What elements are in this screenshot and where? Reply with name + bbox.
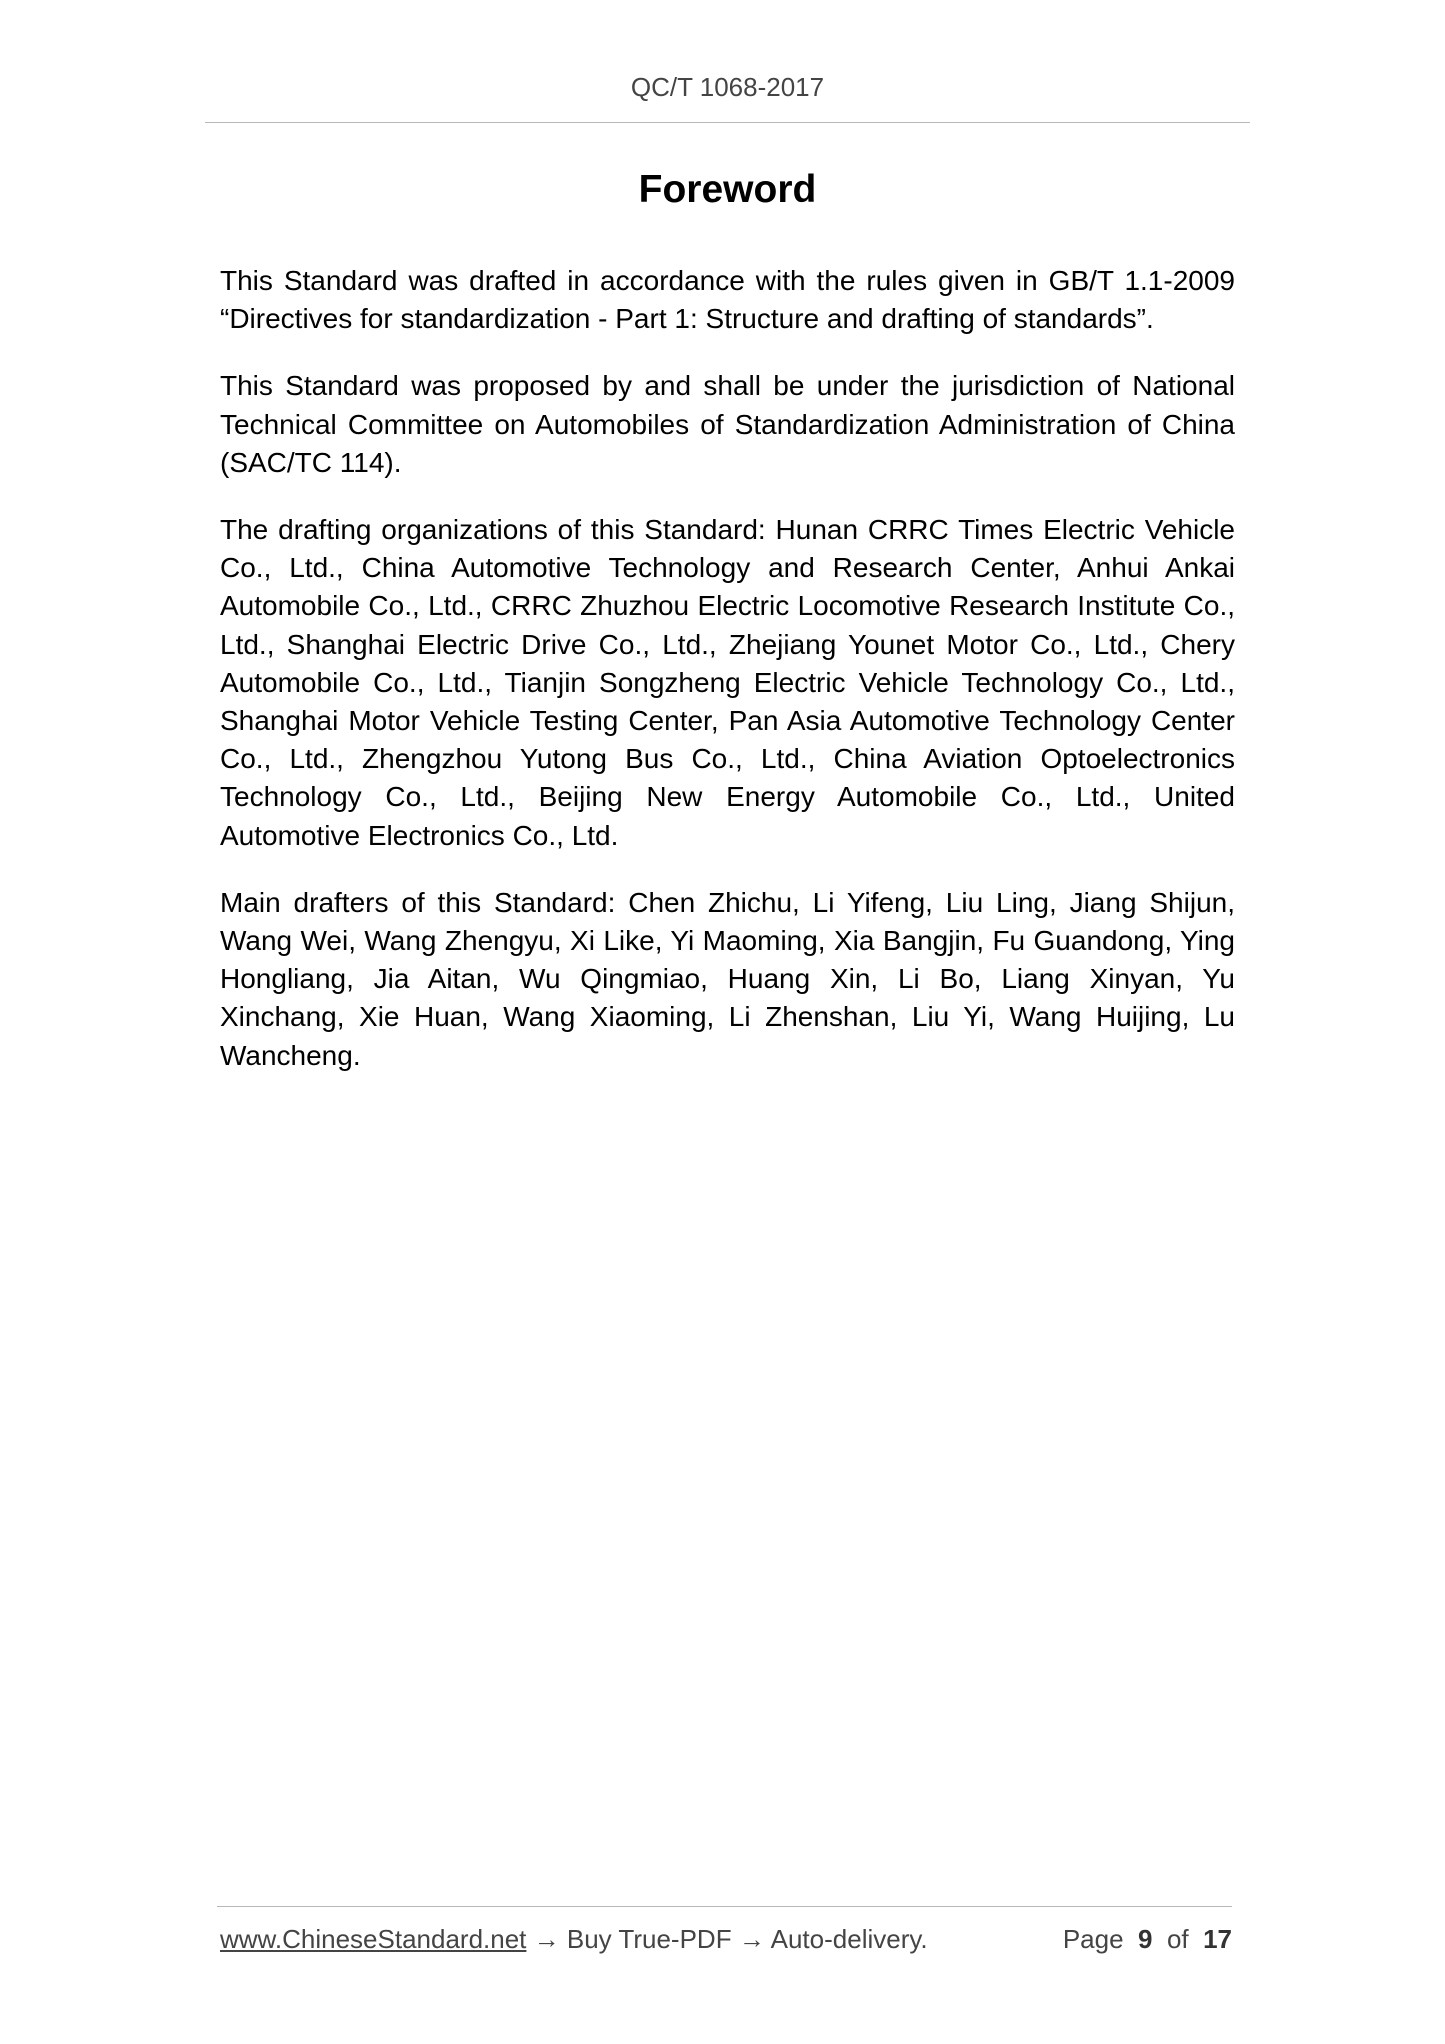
total-pages-number: 17	[1203, 1924, 1232, 1954]
arrow-right-icon: →	[533, 1924, 560, 1954]
page-indicator	[1063, 1924, 1232, 1955]
page-title: Foreword	[638, 168, 817, 211]
paragraph-main-drafters: Main drafters of this Standard: Chen Zhichu, Li Yifeng, Liu Ling, Jiang Shijun, Wang Wei, Wang Zhengyu, Xi Like, Yi Maoming, Xia Bangjin, Fu Guandong, Ying Hongliang, Jia Aitan, Wu Qingmiao, Huang Xin, Li Bo, Liang Xinyan, Yu Xinchang, Xie Huan, Wang Xiaoming, Li Zhenshan, Liu Yi, Wang Huijing, Lu Wancheng.	[220, 886, 1235, 1071]
document-id-header: QC/T 1068-2017	[630, 72, 825, 102]
header-divider	[205, 122, 1250, 123]
paragraph-drafting-organizations: The drafting organizations of this Standard: Hunan CRRC Times Electric Vehicle Co., Ltd., China Automotive Technology and Research Center, Anhui Ankai Automobile Co., Ltd., CRRC Zhuzhou Electric Locomotive Research Institute Co., Ltd., Shanghai Electric Drive Co., Ltd., Zhejiang Younet Motor Co., Ltd., Chery Automobile Co., Ltd., Tianjin Songzheng Electric Vehicle Technology Co., Ltd., Shanghai Motor Vehicle Testing Center, Pan Asia Automotive Technology Center Co., Ltd., Zhengzhou Yutong Bus Co., Ltd., China Aviation Optoelectronics Technology Co., Ltd., Beijing New Energy Automobile Co., Ltd., United Automotive Electronics Co., Ltd.	[220, 514, 1235, 851]
footer-promo	[220, 1924, 928, 1955]
page-of-label: of	[1166, 1924, 1189, 1954]
paragraph-drafting-rules: This Standard was drafted in accordance with the rules given in GB/T 1.1-2009 “Directives for standardization - Part 1: Structure and drafting of standards”.	[220, 265, 1235, 335]
paragraph-jurisdiction: This Standard was proposed by and shall be under the jurisdiction of National Technical Committee on Automobiles of Standardization Administration of China (SAC/TC 114).	[220, 370, 1235, 478]
page-label: Page	[1062, 1924, 1124, 1954]
current-page-number: 9	[1138, 1924, 1153, 1954]
website-link[interactable]: www.ChineseStandard.net	[220, 1924, 527, 1954]
auto-delivery-text: Auto-delivery.	[770, 1924, 928, 1954]
foreword-body	[220, 262, 1235, 1104]
footer-divider	[217, 1906, 1232, 1907]
buy-pdf-text: Buy True-PDF	[566, 1924, 732, 1954]
arrow-right-icon: →	[738, 1924, 765, 1954]
